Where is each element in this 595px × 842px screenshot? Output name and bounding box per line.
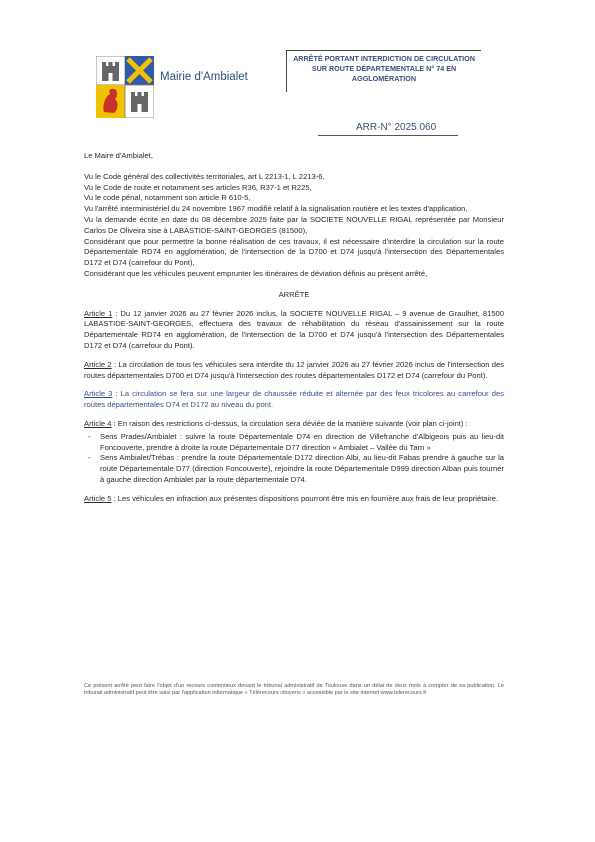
mairie-name: Mairie d'Ambialet xyxy=(160,71,248,83)
article-5 xyxy=(84,494,504,505)
legal-footer: Ce présent arrêté peut faire l'objet d'un recours contentieux devant le tribunal administratif de Toulouse dans un délai de deux mois à compter de sa publication. Le tribunal administratif peut être saisi par l'application informatique « Télérecours citoyens » accessible par le site internet www.telerecours.fr xyxy=(84,683,504,697)
article-text: : Les véhicules en infraction aux présentes dispositions pourront être mis en fourrière aux frais de leur propriétaire. xyxy=(111,493,499,503)
decree-body xyxy=(84,145,504,505)
article-2 xyxy=(84,360,504,382)
vu-line: Vu le Code de route et notamment ses articles R36, R37-1 et R225, xyxy=(84,182,312,192)
vu-line: Vu le Code général des collectivités territoriales, art L 2213-1, L 2213-6, xyxy=(84,171,325,181)
article-label: Article 5 xyxy=(84,493,112,503)
reference-underline xyxy=(318,135,458,136)
article-text: : La circulation se fera sur une largeur de chaussée réduite et alternée par des feux tricolores au carrefour des routes départementales D74 et D172 au niveau du pont. xyxy=(84,389,504,410)
article-label: Article 1 xyxy=(84,308,113,318)
vu-line: Vu la demande écrite en date du 08 décembre 2025 faite par la SOCIETE NOUVELLE RIGAL représentée par Monsieur Carlos De Oliveira sise à LABASTIDE-SAINT-GEORGES (81500), xyxy=(84,214,504,235)
article-3 xyxy=(84,389,504,411)
deviation-item: - Sens Prades/Ambialet : suivre la route Départementale D74 en direction de Villefranche d'Albigeois puis au lieu-dit Foncouverte, prendre à droite la route Départementale D77 direction « Ambialet – Vallée du Tarn » xyxy=(100,432,504,454)
arrete-heading: ARRÊTE xyxy=(278,289,310,299)
decree-title-line: AGGLOMÉRATION xyxy=(351,74,417,83)
decree-title xyxy=(286,50,481,92)
vu-line: Vu l'arrêté interministériel du 24 novembre 1967 modifié relatif à la signalisation routière et les textes d'application, xyxy=(84,204,468,214)
article-text: : La circulation de tous les véhicules sera interdite du 12 janvier 2026 au 27 février 2026 inclus de l'intersection des routes départementales D700 et D74 jusqu'à l'intersection des routes départementales D172 et D74 (carrefour du Pont). xyxy=(84,359,504,380)
intro-line: Le Maire d'Ambialet, xyxy=(84,151,153,160)
article-text: : En raison des restrictions ci-dessus, la circulation sera déviée de la manière suivante (voir plan ci-joint) : xyxy=(111,418,468,428)
decree-title-line: SUR ROUTE DÉPARTEMENTALE N° 74 EN xyxy=(311,64,457,73)
vu-line: Vu le code pénal, notamment son article R 610-5, xyxy=(84,193,251,203)
article-text: : Du 12 janvier 2026 au 27 février 2026 inclus, la SOCIETE NOUVELLE RIGAL – 9 avenue de Graulhet, 81500 LABASTIDE-SAINT-GEORGES, effectuera des travaux de réhabilitation du réseau d'assainissement sur la route Départementale RD74 en agglomération, de l'intersection de la D700 et D74 jusqu'à l'intersection des Départementales D172 et D74 (carrefour du Pont). xyxy=(84,308,504,350)
article-label: Article 2 xyxy=(84,359,112,369)
article-1 xyxy=(84,309,504,352)
considerant-line: Considérant que les véhicules peuvent emprunter les itinéraires de déviation définis au présent arrêté, xyxy=(84,268,428,278)
article-label: Article 3 xyxy=(84,389,113,399)
deviation-item: - Sens Ambialet/Trébas : prendre la route Départementale D172 direction Albi, au lieu-dit Fabas prendre à gauche sur la route Départementale D77 (direction Foncouverte), rejoindre la route Départementale D999 direction Alban puis tourner à gauche direction Ambialet par la route départementale D74. xyxy=(100,453,504,485)
considerant-line: Considérant que pour permettre la bonne réalisation de ces travaux, il est nécessaire d'interdire la circulation sur la route Départementale RD74 en agglomération, de l'intersection de la D700 et D74 jusqu'à l'intersection des Départementales D172 et D74 (carrefour du Pont), xyxy=(84,236,504,268)
decree-reference: ARR-N° 2025 060 xyxy=(356,122,437,133)
coat-of-arms-logo xyxy=(96,56,154,118)
deviation-list xyxy=(84,432,504,486)
decree-title-line: ARRÊTÉ PORTANT INTERDICTION DE CIRCULATION xyxy=(293,54,475,63)
article-label: Article 4 xyxy=(84,418,112,428)
article-4 xyxy=(84,419,504,430)
